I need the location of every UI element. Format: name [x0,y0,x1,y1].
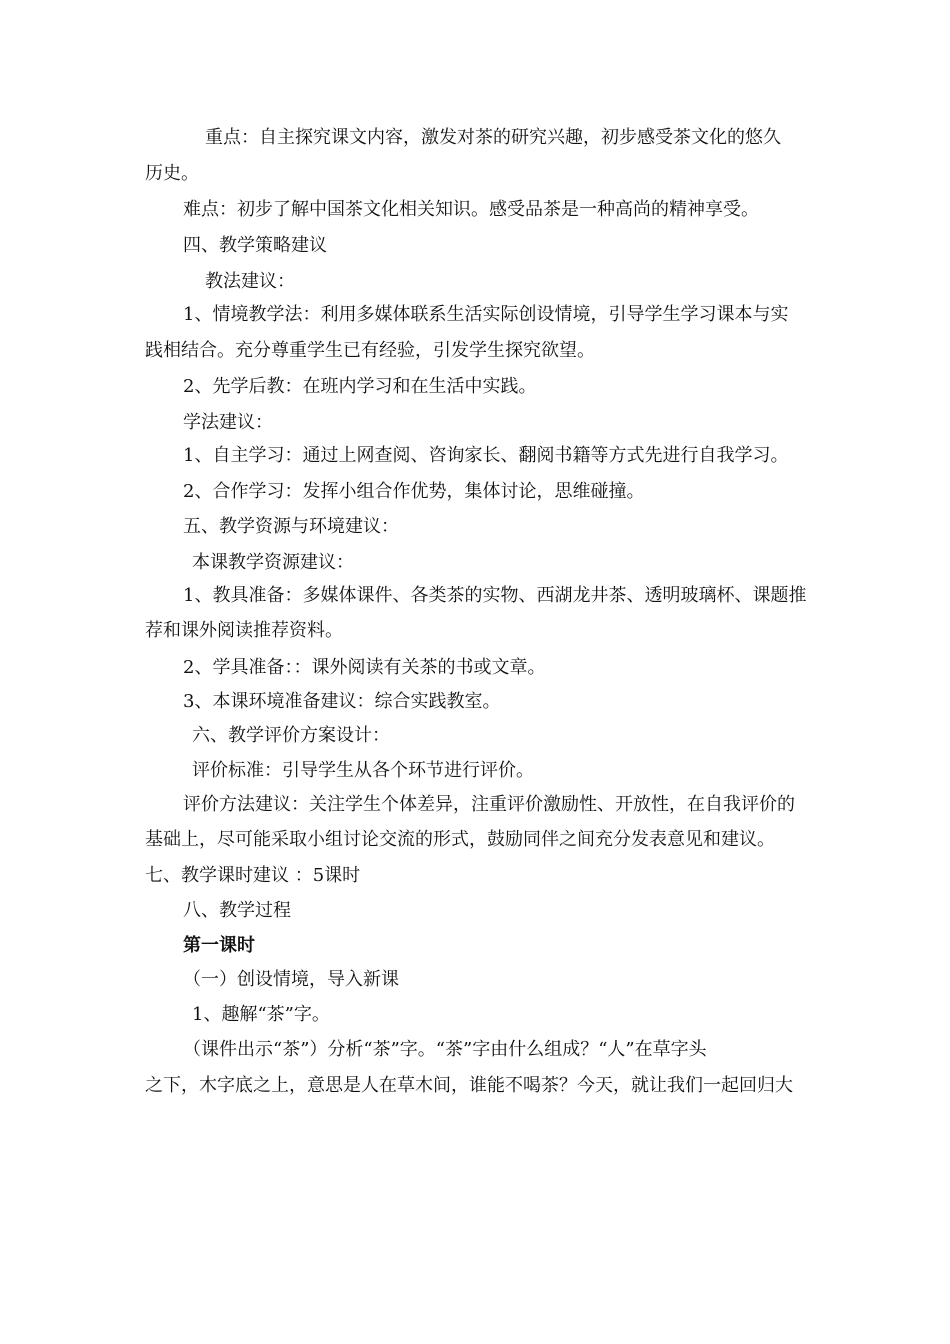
teaching-method-1-line-2: 践相结合。充分尊重学生已有经验，引发学生探究欲望。 [145,340,595,361]
interpret-character-line: 1、趣解“茶”字。 [192,1004,330,1025]
environment-line: 3、本课环境准备建议：综合实践教室。 [183,691,501,712]
evaluation-method-line-1: 评价方法建议：关注学生个体差异，注重评价激励性、开放性，在自我评价的 [183,794,795,815]
section-four-heading: 四、教学策略建议 [183,235,327,256]
difficulty-line: 难点：初步了解中国茶文化相关知识。感受品茶是一种高尚的精神享受。 [183,199,759,220]
first-lesson-heading: 第一课时 [183,935,255,956]
subsection-one-heading: （一）创设情境，导入新课 [183,969,399,990]
evaluation-method-line-2: 基础上，尽可能采取小组讨论交流的形式，鼓励同伴之间充分发表意见和建议。 [145,829,775,850]
learning-method-1: 1、自主学习：通过上网查阅、咨询家长、翻阅书籍等方式先进行自我学习。 [183,445,789,466]
teaching-aids-line-2: 荐和课外阅读推荐资料。 [145,620,343,641]
courseware-line-2: 之下，木字底之上，意思是人在草木间，谁能不喝茶？今天，就让我们一起回归大 [145,1075,793,1096]
key-point-line-1: 重点：自主探究课文内容，激发对茶的研究兴趣，初步感受茶文化的悠久 [205,127,781,148]
key-point-line-2: 历史。 [145,163,199,184]
student-tools-line: 2、学具准备：：课外阅读有关茶的书或文章。 [183,657,546,678]
section-six-heading: 六、教学评价方案设计： [192,725,390,746]
section-seven-line: 七、教学课时建议 ：5课时 [145,865,361,886]
teaching-method-1-line-1: 1、情境教学法：利用多媒体联系生活实际创设情境，引导学生学习课本与实 [183,304,789,325]
learning-method-heading: 学法建议： [183,412,273,433]
section-eight-heading: 八、教学过程 [183,900,291,921]
resource-heading: 本课教学资源建议： [192,552,354,573]
learning-method-2: 2、合作学习：发挥小组合作优势，集体讨论，思维碰撞。 [183,481,645,502]
section-five-heading: 五、教学资源与环境建议： [183,516,399,537]
teaching-method-2: 2、先学后教：在班内学习和在生活中实践。 [183,376,537,397]
courseware-line-1: （课件出示“茶”）分析“茶”字。“茶”字由什么组成？“人”在草字头 [183,1039,707,1060]
teaching-method-heading: 教法建议： [205,271,295,292]
teaching-aids-line-1: 1、教具准备：多媒体课件、各类茶的实物、西湖龙井茶、透明玻璃杯、课题推 [183,585,807,606]
evaluation-standard: 评价标准：引导学生从各个环节进行评价。 [192,760,534,781]
